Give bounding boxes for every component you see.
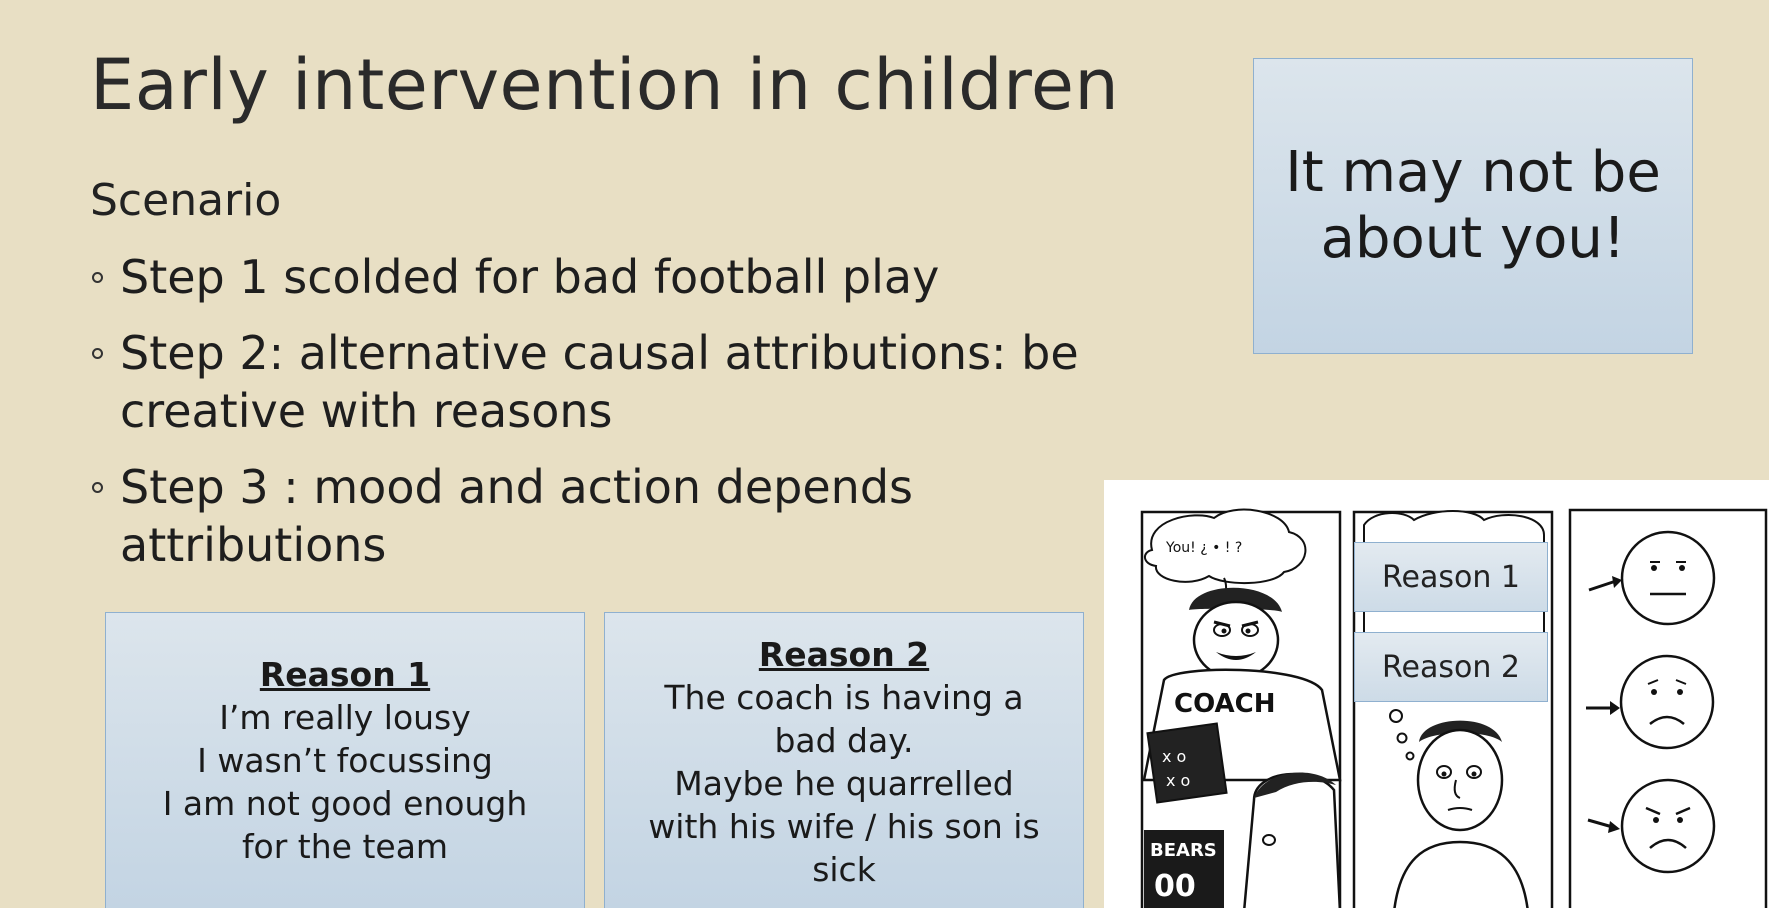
- svg-text:x o: x o: [1162, 747, 1187, 766]
- scoreboard: [1144, 830, 1224, 908]
- bullet-text: Step 2: alternative causal attributions: be creative with reasons: [120, 326, 1079, 438]
- reason-line: I wasn’t focussing: [197, 741, 493, 780]
- bullet-circle-icon: [92, 482, 103, 493]
- reason-heading: Reason 1: [259, 655, 431, 694]
- reason-1-box: [105, 612, 585, 908]
- callout-box: [1253, 58, 1693, 354]
- sad-face-icon: [1621, 656, 1713, 748]
- reason-line: for the team: [241, 827, 449, 866]
- bullet-item: [90, 324, 1090, 440]
- bullet-item: [90, 248, 1090, 306]
- scoreboard-score: 00: [1154, 869, 1196, 904]
- cartoon-reason-1-label: Reason 1: [1354, 542, 1548, 612]
- bullet-circle-icon: [92, 348, 103, 359]
- reason-line: with his wife / his son is: [648, 807, 1040, 846]
- cartoon-reason-2-label: Reason 2: [1354, 632, 1548, 702]
- reason-line: I’m really lousy: [219, 698, 471, 737]
- bullet-text: Step 3 : mood and action depends attributions: [120, 460, 913, 572]
- reason-line: bad day.: [774, 721, 914, 760]
- bullet-text: Step 1 scolded for bad football play: [120, 250, 940, 304]
- bullet-item: [90, 458, 1090, 574]
- callout-line: about you!: [1320, 206, 1626, 271]
- svg-text:x o: x o: [1166, 771, 1191, 790]
- coach-shirt-text: COACH: [1174, 689, 1276, 719]
- angry-face-icon: [1622, 780, 1714, 872]
- speech-text: You! ¿ • ! ?: [1166, 540, 1243, 556]
- reason-line: The coach is having a: [664, 678, 1024, 717]
- reason-line: I am not good enough: [162, 784, 528, 823]
- reason-heading: Reason 2: [758, 635, 930, 674]
- scoreboard-team: BEARS: [1150, 840, 1217, 861]
- reason-line: sick: [812, 850, 876, 889]
- bullet-list: [90, 248, 1090, 592]
- cartoon-illustration: [1104, 480, 1769, 908]
- reason-line: Maybe he quarrelled: [674, 764, 1014, 803]
- bullet-circle-icon: [92, 272, 103, 283]
- reason-2-box: [604, 612, 1084, 908]
- child-figure-1: [1244, 772, 1340, 908]
- slide-subtitle: Scenario: [90, 175, 282, 226]
- neutral-face-icon: [1622, 532, 1714, 624]
- callout-line: It may not be: [1285, 140, 1661, 205]
- slide-title: Early intervention in children: [90, 44, 1120, 126]
